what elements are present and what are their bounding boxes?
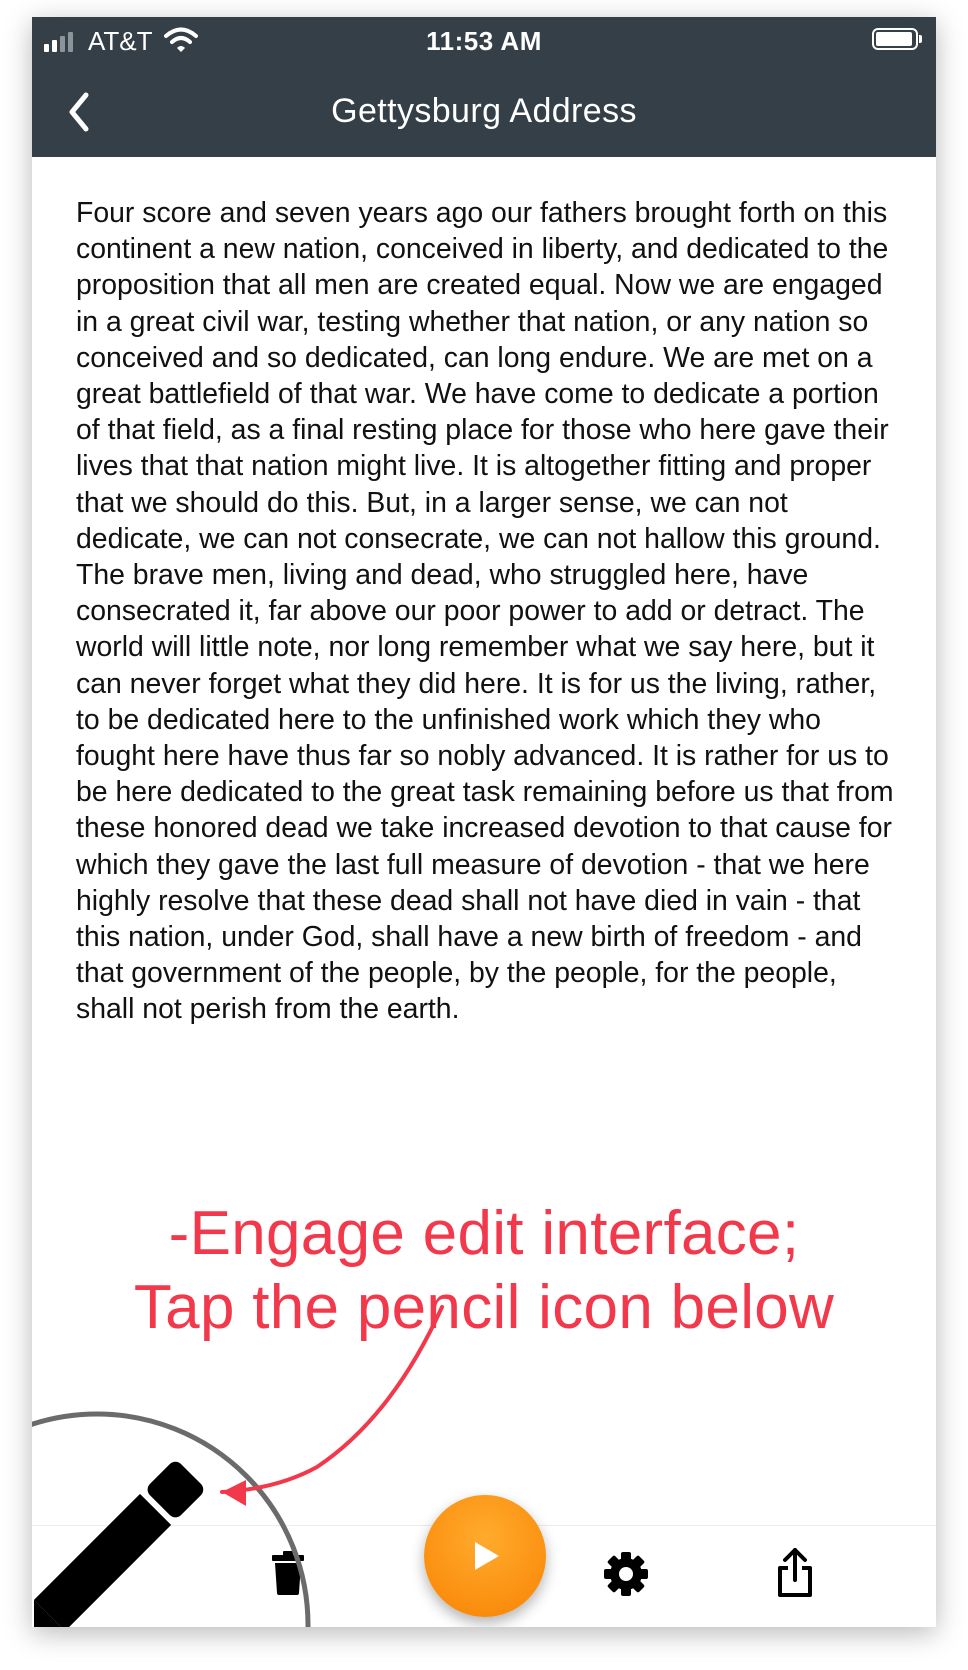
back-button[interactable] xyxy=(60,82,110,142)
carrier-name: AT&T xyxy=(88,26,153,56)
pencil-icon[interactable] xyxy=(32,1435,222,1627)
status-bar xyxy=(32,17,936,65)
document-text: Four score and seven years ago our fathers brought forth on this continent a new nation, conceived in liberty, and dedicated to the proposition that all men are created equal. Now we are engaged in a great civil war, testing whether that nation, or any nation so conceived and so dedicated, can long endure. We are met on a great battlefield of that war. We have come to dedicate a portion of that field, as a final resting place for those who here gave their lives that that nation might live. It is altogether fitting and proper that we should do this. But, in a larger sense, we can not dedicate, we can not consecrate, we can not hallow this ground. The brave men, living and dead, who struggled here, have consecrated it, far above our poor power to add or detract. The world will little note, nor long remember what we say here, but it can never forget what they did here. It is for us the living, rather, to be dedicated here to the unfinished work which they who fought here have thus far so nobly advanced. It is rather for us to be here dedicated to the great task remaining before us that from these honored dead we take increased devotion to that cause for which they gave the last full measure of devotion - that we here highly resolve that these dead shall not have died in vain - that this nation, under God, shall have a new birth of freedom - and that government of the people, by the people, for the people, shall not perish from the earth. xyxy=(76,197,894,1026)
annotation-line-2: Tap the pencil icon below xyxy=(133,1273,835,1342)
phone-screen xyxy=(32,17,936,1627)
annotation-line-1: -Engage edit interface; xyxy=(168,1199,800,1268)
status-time: 11:53 AM xyxy=(426,26,542,56)
chevron-left-icon xyxy=(60,82,110,142)
play-icon xyxy=(471,1540,503,1572)
app-header xyxy=(32,17,936,157)
share-icon[interactable] xyxy=(776,1548,814,1598)
play-button[interactable] xyxy=(424,1495,546,1617)
battery-icon xyxy=(872,28,918,50)
gear-icon[interactable] xyxy=(602,1550,650,1598)
page-title: Gettysburg Address xyxy=(331,92,637,130)
instruction-annotation xyxy=(32,1197,936,1345)
document-body[interactable] xyxy=(76,195,896,1028)
